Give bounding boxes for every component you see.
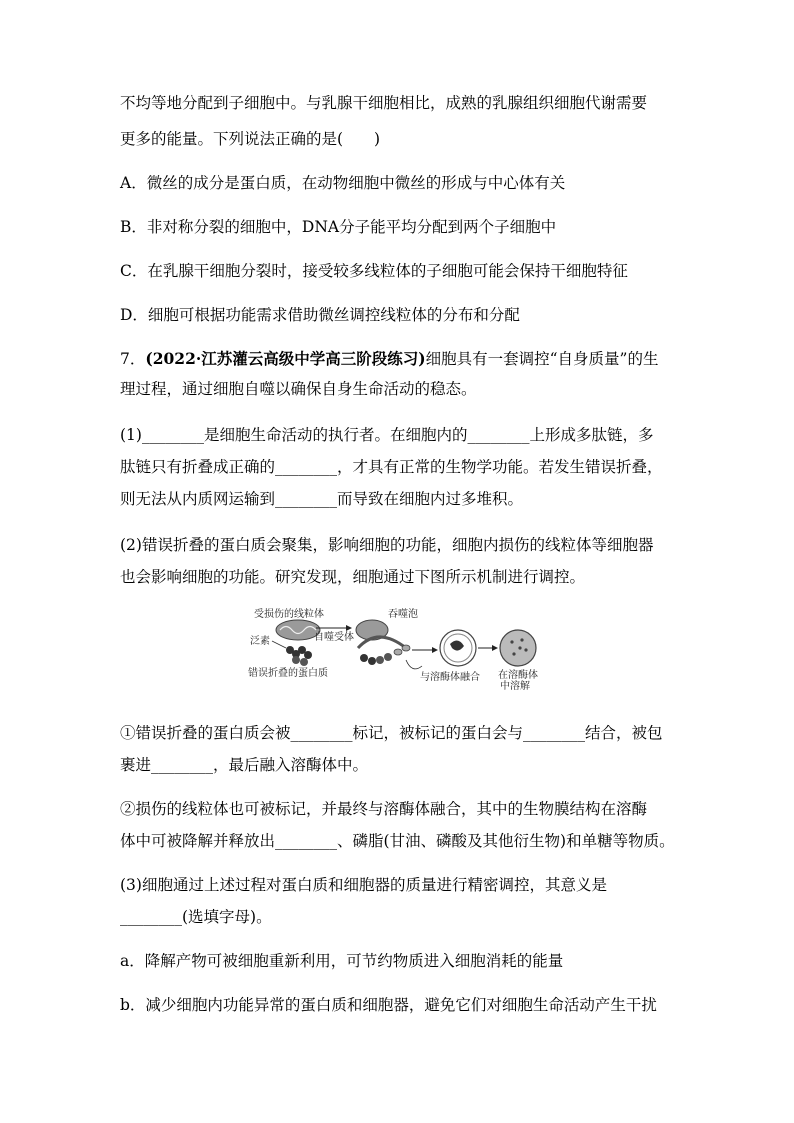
ubiquitin-icon — [304, 651, 312, 659]
label-ubiquitin: 泛素 — [250, 636, 270, 647]
autophagy-diagram — [236, 604, 546, 690]
label-autophagy-receptor: 自噬受体 — [314, 632, 354, 643]
question-stem: 细胞具有一套调控“自身质量”的生 — [425, 350, 659, 368]
label-lysosome-fusion: 与溶酶体融合 — [420, 672, 480, 683]
intro-line-1: 不均等地分配到子细胞中。与乳腺干细胞相比，成熟的乳腺组织细胞代谢需要 — [120, 94, 648, 112]
degraded-particle-icon — [512, 652, 515, 655]
misfolded-protein-icon — [376, 656, 384, 664]
part-2-line-2: 也会影响细胞的功能。研究发现，细胞通过下图所示机制进行调控。 — [120, 568, 586, 586]
question-7-line-2: 理过程，通过细胞自噬以确保自身生命活动的稳态。 — [120, 380, 477, 398]
option-d: D．细胞可根据功能需求借助微丝调控线粒体的分布和分配 — [120, 306, 520, 324]
option-a: A．微丝的成分是蛋白质，在动物细胞中微丝的形成与中心体有关 — [120, 174, 566, 192]
question-number: 7． — [120, 350, 146, 368]
sub-2-line-2: 体中可被降解并释放出________、磷脂(甘油、磷酸及其他衍生物)和单糖等物质。 — [120, 832, 675, 850]
part-3-line-2: ________(选填字母)。 — [120, 908, 272, 926]
sub-2-line-1: ②损伤的线粒体也可被标记，并最终与溶酶体融合，其中的生物膜结构在溶酶 — [120, 800, 648, 818]
choice-a: a．降解产物可被细胞重新利用，可节约物质进入细胞消耗的能量 — [120, 952, 564, 970]
misfolded-protein-icon — [384, 653, 392, 661]
part-1-line-1: (1)________是细胞生命活动的执行者。在细胞内的________上形成多肽链，多 — [120, 426, 654, 444]
option-c: C．在乳腺干细胞分裂时，接受较多线粒体的子细胞可能会保持干细胞特征 — [120, 262, 628, 280]
autophagy-diagram-svg — [236, 604, 546, 690]
label-damaged-mito: 受损伤的线粒体 — [254, 609, 324, 620]
choice-b: b．减少细胞内功能异常的蛋白质和细胞器，避免它们对细胞生命活动产生干扰 — [120, 996, 657, 1014]
degraded-particle-icon — [524, 648, 527, 651]
curve-arrow — [406, 660, 422, 669]
receptor-icon — [394, 649, 402, 655]
misfolded-protein-icon — [292, 656, 300, 664]
part-1-line-3: 则无法从内质网运输到________而导致在细胞内过多堆积。 — [120, 490, 524, 508]
question-7-line-1 — [120, 344, 676, 374]
sub-1-line-1: ①错误折叠的蛋白质会被________标记，被标记的蛋白会与________结合，被包 — [120, 724, 663, 742]
part-1-line-2: 肽链只有折叠成正确的________，才具有正常的生物学功能。若发生错误折叠， — [120, 458, 663, 476]
arrow-head-3 — [492, 645, 498, 651]
label-phagophore: 吞噬泡 — [388, 609, 418, 620]
misfolded-protein-icon — [300, 658, 308, 666]
intro-line-2: 更多的能量。下列说法正确的是( ) — [120, 130, 381, 148]
question-source: (2022·江苏灌云高级中学高三阶段练习) — [145, 349, 426, 368]
degraded-particle-icon — [520, 638, 523, 641]
label-degrade-line-2: 中溶解 — [500, 681, 530, 690]
receptor-icon — [402, 645, 410, 651]
ubiquitin-icon — [360, 654, 368, 662]
degraded-particle-icon — [518, 646, 521, 649]
sub-1-line-2: 裹进________，最后融入溶酶体中。 — [120, 756, 369, 774]
arrow-head-2 — [432, 647, 438, 653]
part-2-line-1: (2)错误折叠的蛋白质会聚集，影响细胞的功能，细胞内损伤的线粒体等细胞器 — [120, 536, 654, 554]
arrow-head-1 — [346, 625, 352, 631]
ubiquitin-pointer — [272, 641, 286, 648]
part-3-line-1: (3)细胞通过上述过程对蛋白质和细胞器的质量进行精密调控，其意义是 — [120, 876, 607, 894]
degraded-particle-icon — [510, 640, 513, 643]
label-degrade-line-1: 在溶酶体 — [498, 670, 538, 681]
label-misfolded-protein: 错误折叠的蛋白质 — [248, 668, 328, 679]
ubiquitin-icon — [368, 657, 376, 665]
lysosome-icon — [500, 630, 536, 666]
option-b: B．非对称分裂的细胞中，DNA分子能平均分配到两个子细胞中 — [120, 218, 557, 236]
